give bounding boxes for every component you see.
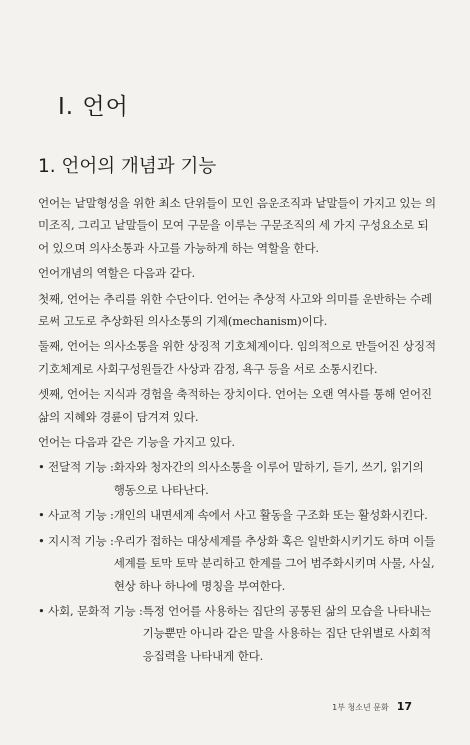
- function-item: [38, 600, 436, 667]
- function-item: [38, 504, 436, 526]
- section-title: 1. 언어의 개념과 기능: [38, 156, 217, 177]
- function-label: 지시적 기능 :: [48, 533, 114, 548]
- function-label: 사교적 기능 :: [48, 508, 114, 523]
- bullet-icon: •: [38, 508, 45, 523]
- function-item: [38, 456, 436, 501]
- paragraph: 셋째, 언어는 지식과 경험을 축적하는 장치이다. 언어는 오랜 역사를 통해 얻어진 삶의 지혜와 경륜이 담겨져 있다.: [38, 387, 432, 424]
- page-number: 17: [396, 700, 412, 713]
- paragraph: 언어개념의 역할은 다음과 같다.: [38, 266, 195, 281]
- bullet-icon: •: [38, 460, 45, 475]
- bullet-icon: •: [38, 603, 45, 618]
- paragraph: 언어는 다음과 같은 기능을 가지고 있다.: [38, 435, 235, 450]
- page-footer: [332, 700, 412, 713]
- body-text: [38, 192, 436, 667]
- paragraph: 첫째, 언어는 추리를 위한 수단이다. 언어는 추상적 사고와 의미를 운반하는 수레로써 고도로 추상화된 의사소통의 기제(mechanism)이다.: [38, 291, 432, 329]
- function-label: 전달적 기능 :: [48, 460, 114, 475]
- chapter-title: Ⅰ. 언어: [58, 94, 129, 120]
- function-label: 사회, 문화적 기능 :: [48, 603, 143, 618]
- bullet-icon: •: [38, 533, 45, 548]
- function-description: 개인의 내면세계 속에서 사고 활동을 구조화 또는 활성화시킨다.: [113, 508, 428, 523]
- function-description: 특정 언어를 사용하는 집단의 공통된 삶의 모습을 나타내는 기능뿐만 아니라 같은 말을 사용하는 집단 단위별로 사회적 응집력을 나타내게 한다.: [142, 603, 432, 663]
- function-description: 우리가 접하는 대상세계를 추상화 혹은 일반화시키기도 하며 이들 세계를 토막 토막 분리하고 한계를 그어 범주화시키며 사물, 사실, 현상 하나 하나에 명칭을 부여한다.: [113, 533, 436, 593]
- function-item: [38, 530, 436, 597]
- paragraph: 둘째, 언어는 의사소통을 위한 상징적 기호체계이다. 임의적으로 만들어진 상징적 기호체계로 사회구성원들간 사상과 감정, 욕구 등을 서로 소통시킨다.: [38, 339, 436, 376]
- function-description: 화자와 청자간의 의사소통을 이루어 말하기, 듣기, 쓰기, 읽기의 행동으로 나타난다.: [113, 460, 424, 497]
- running-footer-part: 1부 청소년 문화: [332, 703, 389, 712]
- paragraph: 언어는 낱말형성을 위한 최소 단위들이 모인 음운조직과 낱말들이 가지고 있는 의미조직, 그리고 낱말들이 모여 구문을 이루는 구문조직의 세 가지 구성요소로 되어 있으며 의사소통과 사고를 가능하게 하는 역할을 한다.: [38, 196, 436, 255]
